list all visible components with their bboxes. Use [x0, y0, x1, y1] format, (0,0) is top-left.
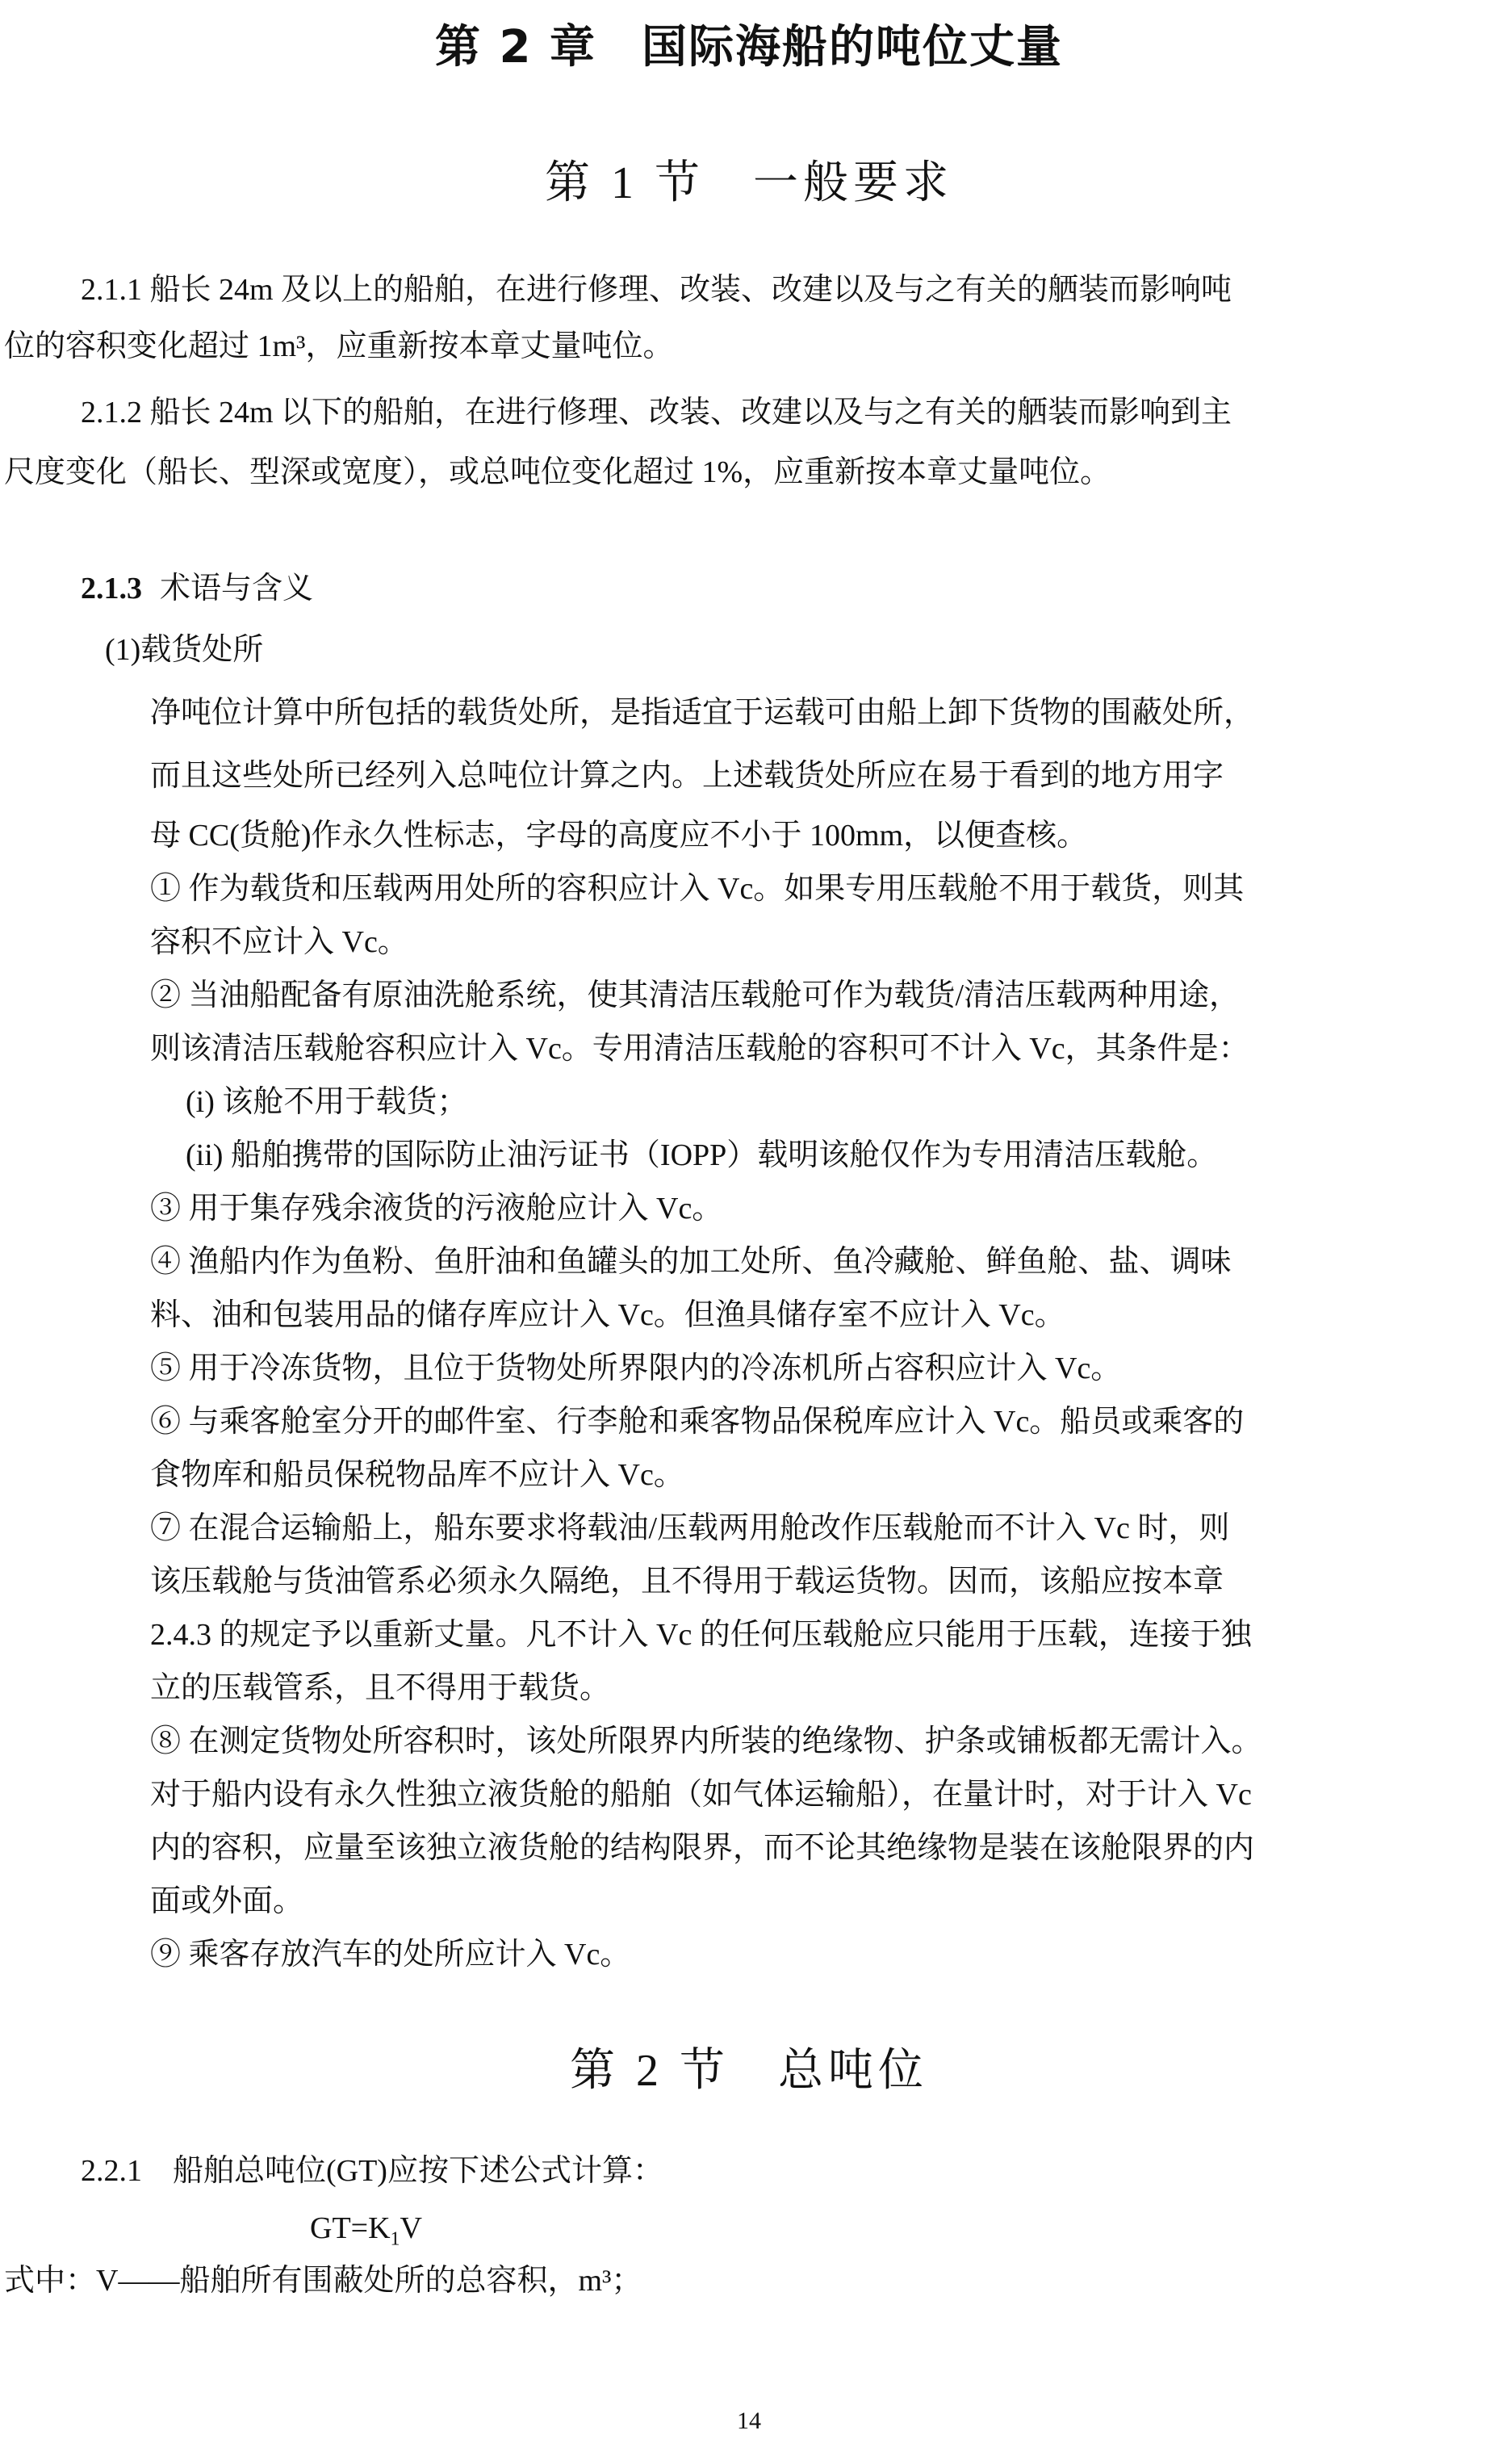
- clause-8-line: 对于船内设有永久性独立液货舱的船舶（如气体运输船），在量计时，对于计入 Vc: [150, 1778, 1252, 1812]
- clause-1-line: ① 作为载货和压载两用处所的容积应计入 Vc。如果专用压载舱不用于载货，则其: [150, 872, 1245, 906]
- chapter-title: 国际海船的吨位丈量: [641, 21, 1063, 73]
- formula-rhs: V: [400, 2211, 422, 2245]
- paragraph-2-1-1-line: 位的容积变化超过 1m³，应重新按本章丈量吨位。: [4, 329, 674, 363]
- clause-1-line: 容积不应计入 Vc。: [150, 925, 408, 959]
- chapter-heading: [0, 11, 1498, 76]
- formula-lhs: GT=K: [310, 2211, 391, 2245]
- clause-8-line: 面或外面。: [150, 1884, 304, 1918]
- subsection-2-1-3-number: 2.1.3: [81, 572, 142, 606]
- paragraph-2-1-2-line: 尺度变化（船长、型深或宽度），或总吨位变化超过 1%，应重新按本章丈量吨位。: [4, 455, 1111, 489]
- clause-8-line: 内的容积，应量至该独立液货舱的结构限界，而不论其绝缘物是装在该舱限界的内: [150, 1831, 1255, 1865]
- gross-tonnage-formula: [310, 2210, 422, 2251]
- item-1-body-line: 净吨位计算中所包括的载货处所，是指适宜于运载可由船上卸下货物的围蔽处所，: [150, 696, 1255, 730]
- item-1-body-line: 母 CC(货舱)作永久性标志，字母的高度应不小于 100mm，以便查核。: [150, 819, 1088, 853]
- clause-4-line: ④ 渔船内作为鱼粉、鱼肝油和鱼罐头的加工处所、鱼冷藏舱、鲜鱼舱、盐、调味: [150, 1245, 1232, 1279]
- clause-2-line: 则该清洁压载舱容积应计入 Vc。专用清洁压载舱的容积可不计入 Vc，其条件是：: [150, 1032, 1249, 1066]
- clause-8-line: ⑧ 在测定货物处所容积时，该处所限界内所装的绝缘物、护条或铺板都无需计入。: [150, 1724, 1262, 1758]
- clause-7-line: 该压载舱与货油管系必须永久隔绝，且不得用于载运货物。因而，该船应按本章: [150, 1565, 1224, 1599]
- clause-9: ⑨ 乘客存放汽车的处所应计入 Vc。: [150, 1938, 631, 1972]
- formula-subscript: 1: [390, 2228, 400, 2250]
- clause-4-line: 料、油和包装用品的储存库应计入 Vc。但渔具储存室不应计入 Vc。: [150, 1298, 1065, 1332]
- formula-definition: 式中：V——船舶所有围蔽处所的总容积，m³；: [4, 2264, 642, 2298]
- item-1-body-line: 而且这些处所已经列入总吨位计算之内。上述载货处所应在易于看到的地方用字: [150, 759, 1224, 793]
- subsection-2-1-3-heading: [81, 573, 313, 604]
- section-1-number: 第 1 节: [545, 158, 705, 208]
- subsection-2-1-3-title: 术语与含义: [160, 572, 314, 606]
- section-1-heading: [0, 147, 1498, 212]
- clause-6-line: ⑥ 与乘客舱室分开的邮件室、行李舱和乘客物品保税库应计入 Vc。船员或乘客的: [150, 1405, 1245, 1439]
- section-1-title: 一般要求: [753, 158, 953, 208]
- paragraph-2-2-1: 2.2.1 船舶总吨位(GT)应按下述公式计算：: [81, 2154, 663, 2188]
- clause-3: ③ 用于集存残余液货的污液舱应计入 Vc。: [150, 1192, 723, 1226]
- section-2-number: 第 2 节: [570, 2046, 730, 2096]
- section-2-title: 总吨位: [778, 2046, 928, 2096]
- clause-2-condition-i: (i) 该舱不用于载货；: [186, 1085, 468, 1119]
- page-number: 14: [737, 2407, 761, 2434]
- clause-7-line: ⑦ 在混合运输船上，船东要求将载油/压载两用舱改作压载舱而不计入 Vc 时，则: [150, 1511, 1230, 1545]
- clause-2-condition-ii: (ii) 船舶携带的国际防止油污证书（IOPP）载明该舱仅作为专用清洁压载舱。: [186, 1138, 1218, 1172]
- paragraph-2-1-2-line: 2.1.2 船长 24m 以下的船舶，在进行修理、改装、改建以及与之有关的舾装而影响到主: [81, 396, 1232, 430]
- clause-5: ⑤ 用于冷冻货物，且位于货物处所界限内的冷冻机所占容积应计入 Vc。: [150, 1351, 1122, 1385]
- clause-7-line: 2.4.3 的规定予以重新丈量。凡不计入 Vc 的任何压载舱应只能用于压载，连接于独: [150, 1618, 1252, 1652]
- clause-2-line: ② 当油船配备有原油洗舱系统，使其清洁压载舱可作为载货/清洁压载两种用途，: [150, 978, 1241, 1012]
- paragraph-2-1-1-line: 2.1.1 船长 24m 及以上的船舶，在进行修理、改装、改建以及与之有关的舾装而影响吨: [81, 273, 1232, 307]
- clause-6-line: 食物库和船员保税物品库不应计入 Vc。: [150, 1458, 684, 1492]
- chapter-number: 第 2 章: [435, 21, 596, 73]
- clause-7-line: 立的压载管系，且不得用于载货。: [150, 1671, 611, 1705]
- item-1-heading: (1)载货处所: [105, 633, 264, 667]
- section-2-heading: [0, 2034, 1498, 2099]
